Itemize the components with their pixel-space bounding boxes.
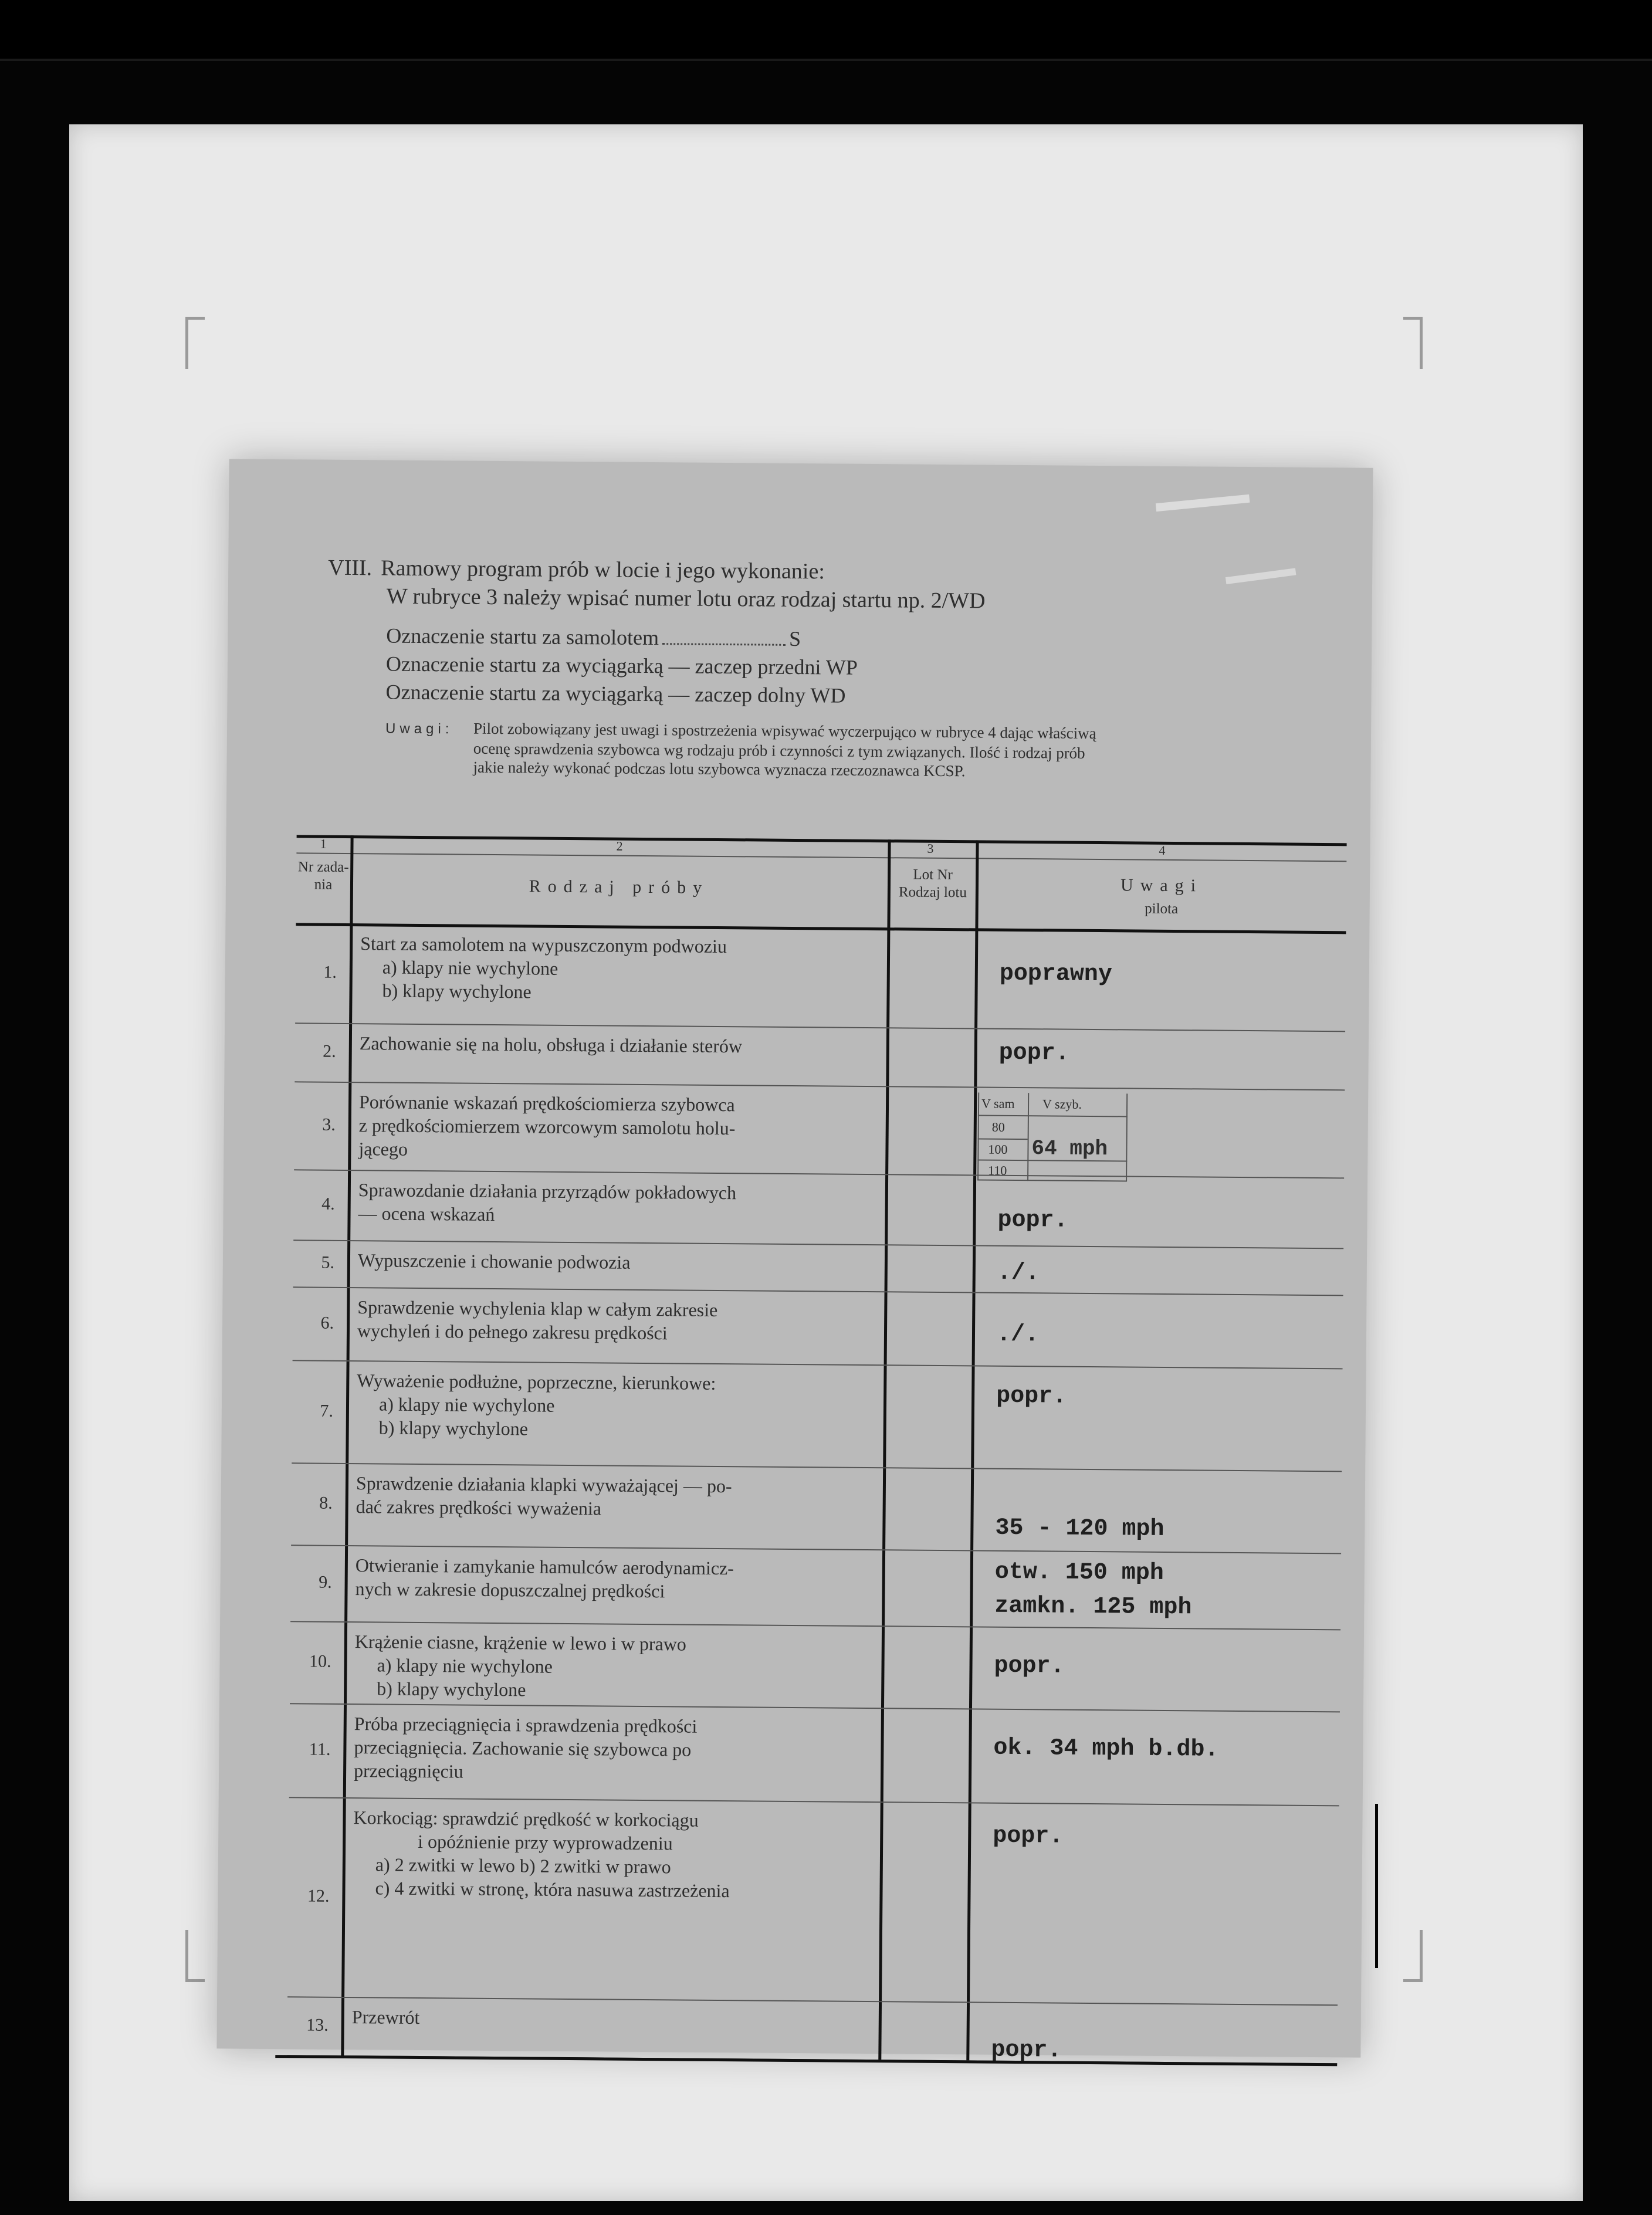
notes-text: ocenę sprawdzenia szybowca wg rodzaju prób i czynności z tym związanych. Ilość i rodzaj prób bbox=[473, 739, 1085, 762]
scan-artifact bbox=[1375, 1804, 1378, 1968]
speed-table-rule bbox=[978, 1115, 1128, 1117]
row-divider bbox=[293, 1286, 1343, 1296]
pilot-remark: popr. bbox=[996, 1383, 1067, 1410]
notes-label: Uwagi: bbox=[385, 720, 453, 737]
row-divider bbox=[295, 1022, 1345, 1032]
pilot-remark: popr. bbox=[994, 1652, 1065, 1680]
pilot-remark: 35 - 120 mph bbox=[995, 1515, 1164, 1543]
section-title: Ramowy program prób w locie i jego wykonanie: bbox=[381, 556, 825, 584]
scan-top-border bbox=[0, 0, 1652, 59]
start-code-line: Oznaczenie startu za wyciągarką — zaczep przedni WP bbox=[385, 652, 858, 679]
pilot-remark: poprawny bbox=[999, 960, 1113, 988]
task-line: a) 2 zwitki w lewo b) 2 zwitki w prawo bbox=[375, 1854, 671, 1878]
column-number: 4 bbox=[1159, 842, 1166, 858]
task-line: b) klapy wychylone bbox=[382, 980, 532, 1002]
header-nr: Nr zada- nia bbox=[297, 859, 349, 893]
task-description bbox=[356, 1471, 843, 1522]
task-line: z prędkościomierzem wzorcowym samolotu holu- bbox=[358, 1115, 736, 1139]
task-description bbox=[354, 1712, 841, 1786]
speed-table-rule bbox=[1027, 1093, 1029, 1181]
document-sheet bbox=[216, 459, 1373, 2064]
table-column-rule bbox=[966, 840, 979, 2060]
task-number: 5. bbox=[321, 1252, 335, 1272]
task-number: 8. bbox=[319, 1493, 333, 1513]
row-divider bbox=[289, 1797, 1339, 1806]
speed-col-sam: V sam bbox=[981, 1096, 1015, 1111]
row-divider bbox=[291, 1545, 1341, 1554]
pilot-remark: popr. bbox=[993, 1823, 1064, 1850]
crop-mark bbox=[185, 1930, 205, 1982]
speed-table-rule bbox=[978, 1138, 1028, 1140]
pilot-remark: popr. bbox=[997, 1207, 1068, 1234]
task-description bbox=[358, 1090, 846, 1164]
task-line: Korkociąg: sprawdzić prędkość w korkociągu bbox=[353, 1807, 699, 1831]
notes-block bbox=[385, 718, 1312, 783]
speed-sam-value: 80 bbox=[991, 1119, 1005, 1134]
row-divider bbox=[287, 1996, 1338, 2006]
task-line: c) 4 zwitki w stronę, która nasuwa zastrzeżenia bbox=[375, 1877, 730, 1902]
section-heading bbox=[328, 554, 986, 615]
row-divider bbox=[293, 1360, 1343, 1369]
task-line: i opóźnienie przy wyprowadzeniu bbox=[418, 1830, 673, 1854]
start-code-line: Oznaczenie startu za wyciągarką — zaczep dolny WD bbox=[385, 680, 846, 707]
paper-tear bbox=[1156, 495, 1250, 512]
task-line: a) klapy nie wychylone bbox=[377, 1654, 553, 1677]
speed-sam-value: 100 bbox=[988, 1142, 1008, 1157]
task-line: Sprawdzenie wychylenia klap w całym zakresie bbox=[357, 1296, 718, 1320]
header-uwagi-sub: pilota bbox=[1145, 900, 1179, 917]
section-number: VIII. bbox=[328, 555, 373, 581]
scan-edge bbox=[0, 59, 1652, 61]
column-number: 1 bbox=[320, 836, 327, 851]
task-line: Porównanie wskazań prędkościomierza szybowca bbox=[358, 1091, 735, 1116]
task-line: a) klapy nie wychylone bbox=[378, 1393, 555, 1416]
row-divider bbox=[294, 1169, 1344, 1178]
task-number: 10. bbox=[309, 1651, 331, 1671]
table-column-rule bbox=[878, 839, 891, 2060]
table-rule bbox=[297, 835, 1347, 846]
start-code-line bbox=[386, 621, 858, 653]
header-rodzaj: Rodzaj próby bbox=[529, 876, 709, 897]
task-line: Sprawdzenie działania klapki wyważającej — po- bbox=[356, 1472, 732, 1497]
start-code-label: Oznaczenie startu za samolotem bbox=[386, 624, 659, 650]
test-program-table bbox=[297, 835, 1347, 2064]
task-description bbox=[353, 1806, 840, 1904]
notes-text: jakie należy wykonać podczas lotu szybowca wyznacza rzeczoznawca KCSP. bbox=[473, 758, 966, 780]
row-divider bbox=[292, 1462, 1342, 1472]
header-uwagi: Uwagi bbox=[1120, 875, 1203, 896]
crop-mark bbox=[1403, 317, 1423, 369]
task-description bbox=[357, 1295, 845, 1346]
task-description bbox=[358, 1178, 845, 1229]
task-line: b) klapy wychylone bbox=[377, 1678, 526, 1701]
task-number: 3. bbox=[322, 1115, 336, 1134]
task-description bbox=[354, 1630, 842, 1704]
speed-table-rule bbox=[1126, 1093, 1128, 1181]
task-line: Próba przeciągnięcia i sprawdzenia prędkości bbox=[354, 1713, 698, 1737]
task-description bbox=[357, 1369, 844, 1443]
pilot-remark: popr. bbox=[991, 2037, 1062, 2064]
pilot-remark: popr. bbox=[998, 1039, 1069, 1067]
start-codes bbox=[385, 621, 858, 709]
task-description bbox=[355, 1553, 842, 1604]
task-line: Krążenie ciasne, krążenie w lewo i w prawo bbox=[354, 1631, 687, 1655]
speed-sam-value: 110 bbox=[988, 1163, 1007, 1178]
task-line: Zachowanie się na holu, obsługa i działanie sterów bbox=[359, 1032, 743, 1057]
task-line: Sprawozdanie działania przyrządów pokładowych bbox=[358, 1179, 737, 1204]
task-line: Wyważenie podłużne, poprzeczne, kierunkowe: bbox=[357, 1370, 716, 1394]
task-number: 4. bbox=[321, 1194, 335, 1214]
start-code-value: S bbox=[788, 626, 801, 651]
crop-mark bbox=[185, 317, 205, 369]
task-number: 1. bbox=[323, 962, 337, 982]
task-line: jącego bbox=[358, 1138, 408, 1160]
task-line: b) klapy wychylone bbox=[378, 1417, 529, 1440]
speed-comparison-table bbox=[977, 1092, 1128, 1181]
table-column-rule bbox=[341, 835, 353, 2055]
task-line: wychyleń i do pełnego zakresu prędkości bbox=[357, 1320, 668, 1344]
task-line: przeciągnięciu bbox=[353, 1760, 463, 1782]
speed-table-rule bbox=[977, 1179, 1127, 1181]
task-description bbox=[352, 2005, 839, 2033]
header-lot: Lot Nr Rodzaj lotu bbox=[898, 866, 967, 901]
column-number: 2 bbox=[616, 838, 623, 854]
task-line: Przewrót bbox=[351, 2006, 420, 2028]
pilot-remark: otw. 150 mph bbox=[994, 1559, 1164, 1587]
task-number: 12. bbox=[307, 1886, 330, 1906]
task-line: a) klapy nie wychylone bbox=[382, 956, 558, 979]
task-line: Wypuszczenie i chowanie podwozia bbox=[357, 1249, 631, 1273]
section-instruction: W rubryce 3 należy wpisać numer lotu oraz rodzaj startu np. 2/WD bbox=[386, 584, 986, 614]
task-line: przeciągnięcia. Zachowanie się szybowca po bbox=[354, 1736, 692, 1760]
speed-table-rule bbox=[977, 1092, 979, 1180]
row-divider bbox=[290, 1703, 1340, 1712]
pilot-remark: zamkn. 125 mph bbox=[994, 1593, 1192, 1621]
task-number: 7. bbox=[320, 1401, 334, 1421]
speed-col-szyb: V szyb. bbox=[1042, 1096, 1082, 1112]
task-number: 11. bbox=[309, 1739, 331, 1759]
task-number: 9. bbox=[319, 1572, 332, 1592]
task-line: Otwieranie i zamykanie hamulców aerodynamicz- bbox=[355, 1554, 734, 1579]
task-line: Start za samolotem na wypuszczonym podwoziu bbox=[360, 933, 727, 957]
paper-tear bbox=[1226, 568, 1296, 584]
pilot-remark: ok. 34 mph b.db. bbox=[993, 1735, 1219, 1763]
crop-mark bbox=[1403, 1930, 1423, 1982]
task-line: dać zakres prędkości wyważenia bbox=[356, 1496, 602, 1519]
task-number: 13. bbox=[306, 2015, 329, 2035]
pilot-remark: ./. bbox=[997, 1259, 1040, 1287]
row-divider bbox=[294, 1081, 1345, 1090]
task-description bbox=[358, 1248, 845, 1276]
pilot-remark: ./. bbox=[996, 1321, 1040, 1349]
task-description bbox=[360, 1031, 847, 1059]
table-rule bbox=[296, 852, 1346, 862]
notes-text: Pilot zobowiązany jest uwagi i spostrzeżenia wpisywać wyczerpująco w rubryce 4 dając właściwą bbox=[473, 719, 1096, 743]
task-line: nych w zakresie dopuszczalnej prędkości bbox=[355, 1578, 665, 1602]
task-number: 2. bbox=[323, 1041, 336, 1061]
dotted-leader bbox=[662, 628, 786, 646]
speed-szyb-value: 64 mph bbox=[1031, 1136, 1108, 1161]
task-number: 6. bbox=[320, 1313, 334, 1333]
column-number: 3 bbox=[927, 841, 934, 856]
row-divider bbox=[293, 1239, 1343, 1249]
task-description bbox=[360, 932, 847, 1006]
task-line: — ocena wskazań bbox=[358, 1203, 495, 1225]
